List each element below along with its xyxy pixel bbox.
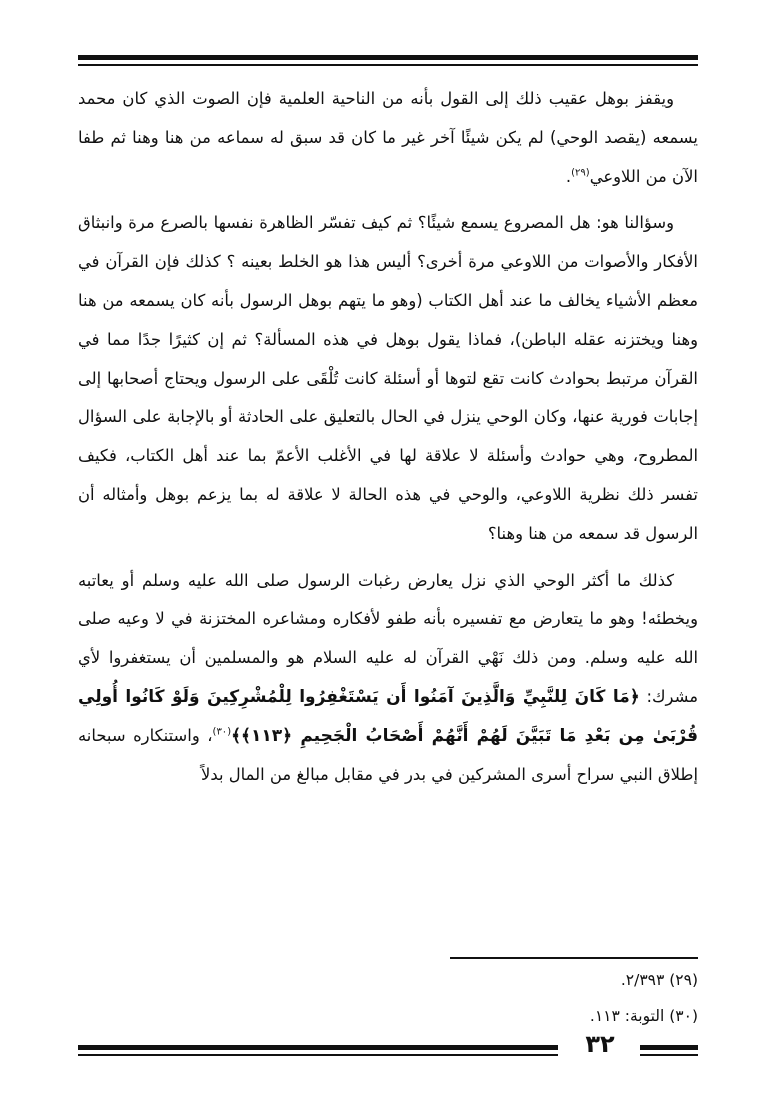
bottom-rule-thick	[78, 1045, 558, 1050]
bottom-rule-right-thick	[640, 1045, 698, 1050]
paragraph-2	[78, 204, 698, 553]
top-rule-thin	[78, 64, 698, 66]
page-body	[78, 80, 698, 794]
paragraph-1-text: ويقفز بوهل عقيب ذلك إلى القول بأنه من الناحية العلمية فإن الصوت الذي كان محمد يسمعه (يقصد الوحي) لم يكن شيئًا آخر غير ما كان قد سبق له سماعه من هنا وهنا ثم طفا الآن من اللاوعي	[78, 89, 698, 186]
footnote-30: (٣٠) التوبة: ١١٣.	[589, 1007, 698, 1025]
paragraph-3-text-after: ، واستنكاره سبحانه إطلاق النبي سراح أسرى المشركين في بدر في مقابل مبالغ من المال بدلاً	[78, 725, 698, 784]
footnote-ref-30[interactable]: (٣٠)	[212, 726, 232, 738]
quran-verse: ﴿مَا كَانَ لِلنَّبِيِّ وَالَّذِينَ آمَنُوا أَن يَسْتَغْفِرُوا لِلْمُشْرِكِينَ وَلَوْ كَانُوا أُولِي قُرْبَىٰ مِن بَعْدِ مَا تَبَيَّنَ لَهُمْ أَنَّهُمْ أَصْحَابُ الْجَحِيمِ ﴿١١٣﴾﴾	[78, 686, 698, 746]
page-number: ٣٢	[585, 1030, 615, 1058]
paragraph-3	[78, 562, 698, 795]
footnote-separator	[450, 957, 698, 959]
paragraph-3-text-before: كذلك ما أكثر الوحي الذي نزل يعارض رغبات الرسول صلى الله عليه وسلم أو يعاتبه ويخطئه! وهو ما يتعارض مع تفسيره بأنه طفو لأفكاره ومشاعره المختزنة في لا وعيه صلى الله عليه وسلم. ومن ذلك نَهْي القرآن له عليه السلام هو والمسلمين أن يستغفروا لأي مشرك:	[78, 570, 698, 706]
paragraph-2-text: وسؤالنا هو: هل المصروع يسمع شيئًا؟ ثم كيف تفسّر الظاهرة نفسها بالصرع مرة وانبثاق الأفكار والأصوات من اللاوعي مرة أخرى؟ أليس هذا هو الخلط بعينه ؟ كذلك فإن القرآن في معظم الأشياء يخالف ما عند أهل الكتاب (وهو ما يتهم بوهل الرسول بأنه كان يسمعه من هنا وهنا ويختزنه عقله الباطن)، فماذا يقول بوهل في هذه المسألة؟ ثم إن كثيرًا جدًا مما في القرآن مرتبط بحوادث كانت تقع لتوها أو أسئلة كانت تُلْقَى على الرسول ويحتاج أصحابها إلى إجابات فورية عنها، وكان الوحي ينزل في الحال بالتعليق على الحادثة أو بالإجابة على السؤال المطروح، وهي حوادث وأسئلة لا علاقة لها في الأغلب الأعمّ بما عند أهل الكتاب، فكيف تفسر ذلك نظرية اللاوعي، والوحي في هذه الحالة لا علاقة له بما يزعم بوهل وأمثاله أن الرسول قد سمعه من هنا وهنا؟	[78, 213, 698, 543]
paragraph-1	[78, 80, 698, 196]
bottom-rule-thin	[78, 1054, 558, 1056]
bottom-rule-right-thin	[640, 1054, 698, 1056]
footnote-29: (٢٩) ٢/٣٩٣.	[620, 971, 698, 989]
paragraph-1-tail: .	[565, 166, 572, 186]
footnote-ref-29[interactable]: (٢٩)	[571, 167, 590, 179]
top-rule-thick	[78, 55, 698, 60]
footnotes	[78, 962, 698, 1034]
